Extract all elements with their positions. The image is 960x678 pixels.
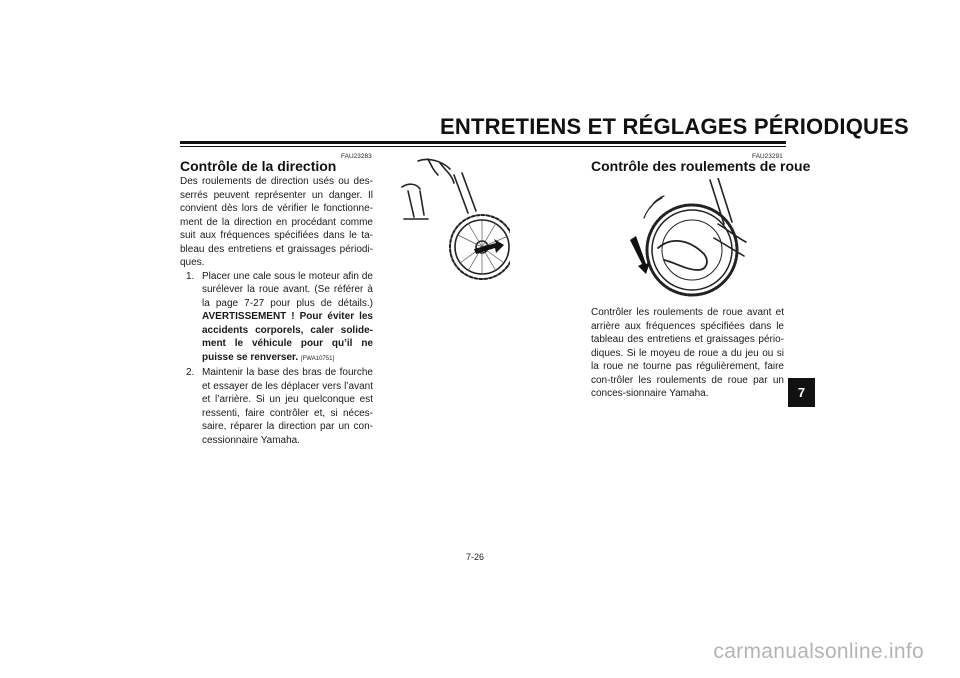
steering-check-illustration (398, 153, 510, 283)
step-1-text: Placer une cale sous le moteur afin de surélever la roue avant. (Se référer à la page 7-27 pour plus de détails.) (202, 270, 373, 309)
steering-intro: Des roulements de direction usés ou des-serrés peuvent représenter un danger. Il convient dès lors de vérifier le fonctionne-ment de la direction en procédant comme suit aux fréquences spécifiées dans le ta-bleau des entretiens et graissages périodi-ques. (180, 176, 373, 268)
section-code-left: FAU23283 (341, 153, 372, 160)
steering-body (180, 175, 373, 447)
step-1-number: 1. (186, 270, 195, 282)
step-1-warning: AVERTISSEMENT ! Pour éviter les accidents corporels, caler solide-ment le véhicule pour qu’il ne puisse se renverser. (202, 311, 373, 363)
section-title-wheel-bearings: Contrôle des roulements de roue (591, 158, 811, 174)
step-1-warning-code: [FWA10751] (300, 355, 335, 362)
chapter-tab: 7 (788, 378, 815, 407)
step-2-number: 2. (186, 367, 195, 378)
steering-step-1 (180, 270, 373, 367)
wheel-bearings-body (591, 306, 784, 401)
page-header-title: ENTRETIENS ET RÉGLAGES PÉRIODIQUES (440, 114, 909, 139)
wheel-bearings-text: Contrôler les roulements de roue avant et arrière aux fréquences spécifiées dans le tableau des entretiens et graissages pério-diques. Si le moyeu de roue a du jeu ou si la roue ne tourne pas régulièrement, faire con-trôler les roulements de roue par un conces-sionnaire Yamaha. (591, 307, 784, 399)
header-rule-thin (180, 146, 786, 147)
watermark: carmanualsonline.info (713, 640, 924, 663)
step-2-text: Maintenir la base des bras de fourche et essayer de les déplacer vers l’avant et l’arrière. Si un jeu quelconque est ressenti, faire contrôler et, si néces-saire, réparer la direction par un con-cessionnaire Yamaha. (202, 367, 373, 446)
wheel-bearing-illustration (628, 178, 750, 300)
page-number: 7-26 (466, 552, 485, 562)
steering-step-2 (180, 366, 373, 447)
section-title-steering: Contrôle de la direction (180, 158, 337, 174)
section-code-right: FAU23291 (752, 153, 783, 160)
header-rule-thick (180, 141, 786, 144)
